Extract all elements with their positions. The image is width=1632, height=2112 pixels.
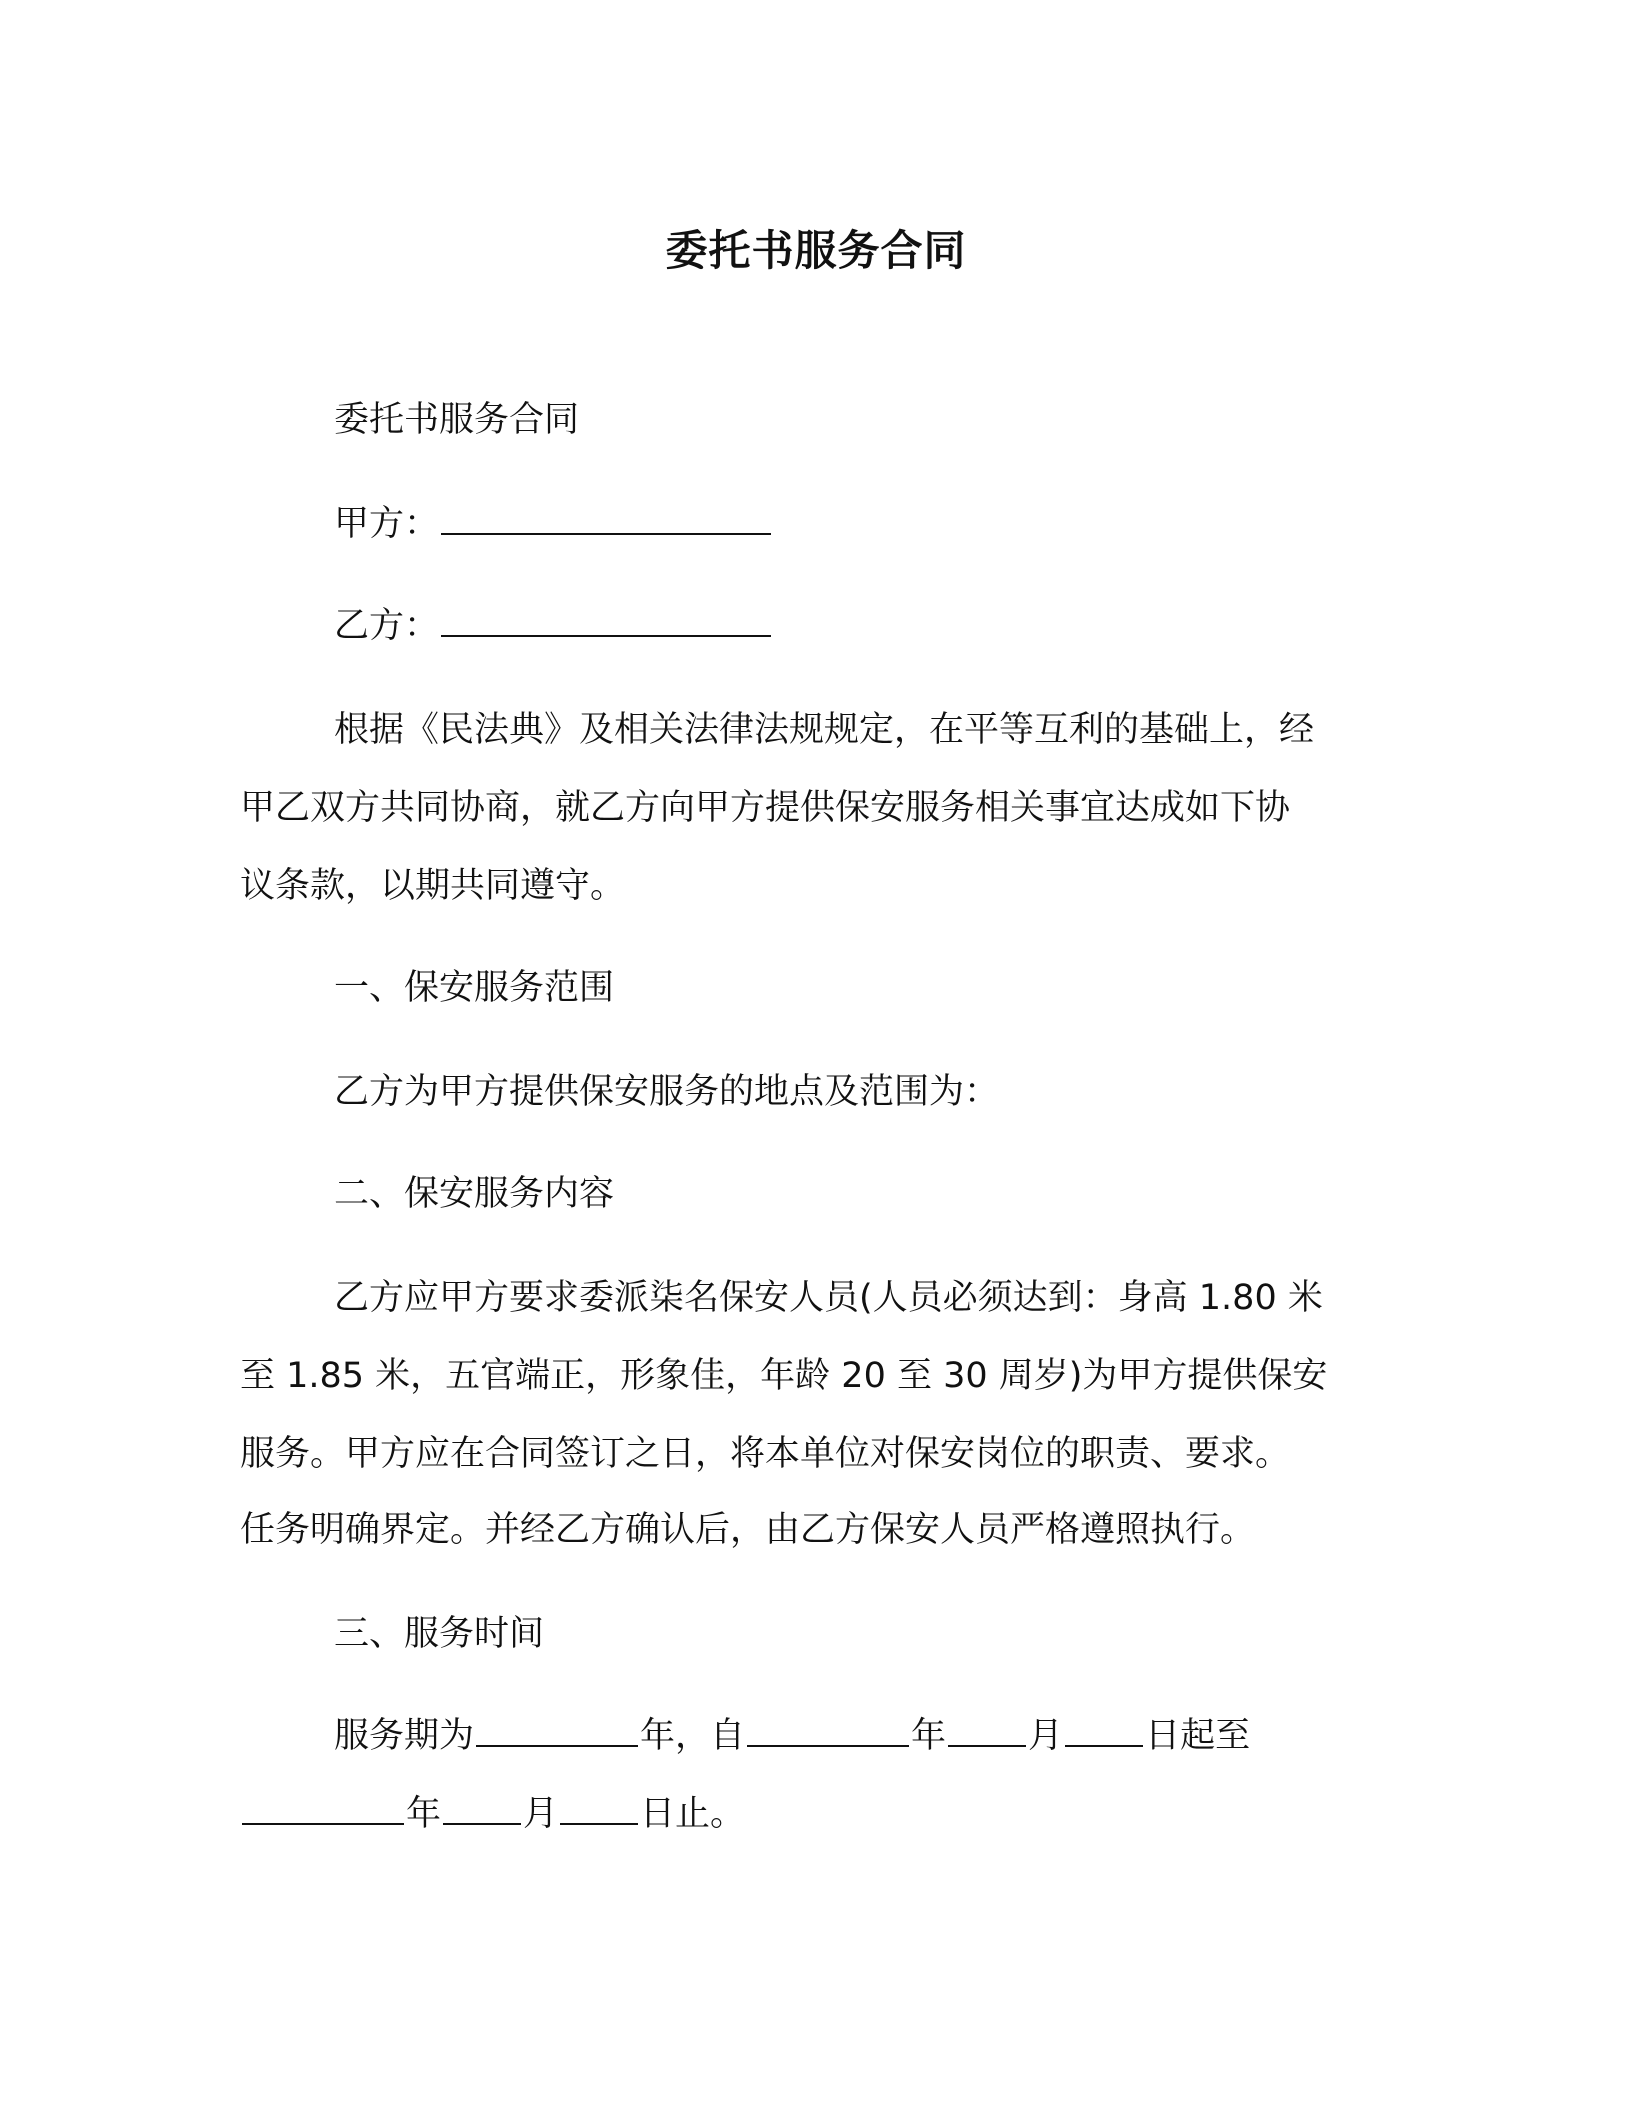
intro-line: 根据《民法典》及相关法律法规规定，在平等互利的基础上，经 [334,710,1315,750]
end-month-blank [443,1793,521,1825]
party-b-label: 乙方： [334,606,440,646]
section-3-heading: 三、服务时间 [334,1614,545,1654]
term-month-label: 月 [523,1794,559,1834]
term-year-label: 年 [406,1794,442,1834]
end-year-blank [242,1793,404,1825]
document-title: 委托书服务合同 [665,226,967,275]
section-2-line: 任务明确界定。并经乙方确认后，由乙方保安人员严格遵照执行。 [240,1510,1256,1550]
party-a-blank [441,503,771,535]
section-1-text: 乙方为甲方提供保安服务的地点及范围为： [334,1072,1000,1112]
term-month-label: 月 [1028,1716,1064,1756]
section-2-heading: 二、保安服务内容 [334,1174,615,1214]
end-day-blank [560,1793,638,1825]
term-year-from: 年，自 [640,1716,746,1756]
start-year-blank [747,1715,909,1747]
intro-line: 甲乙双方共同协商，就乙方向甲方提供保安服务相关事宜达成如下协 [240,788,1291,828]
party-a-line [334,502,773,546]
party-b-blank [441,605,771,637]
start-day-blank [1065,1715,1143,1747]
service-term-line-1 [334,1714,1250,1758]
term-years-blank [476,1715,638,1747]
section-2-line: 服务。甲方应在合同签订之日，将本单位对保安岗位的职责、要求。 [240,1434,1291,1474]
party-b-line [334,604,773,648]
section-2-line: 乙方应甲方要求委派柒名保安人员(人员必须达到：身高 1.80 米 [334,1278,1323,1318]
term-day-from: 日起至 [1145,1716,1251,1756]
party-a-label: 甲方： [334,504,440,544]
document-subtitle: 委托书服务合同 [334,400,580,440]
intro-line: 议条款，以期共同遵守。 [240,866,626,906]
term-year-label: 年 [911,1716,947,1756]
term-prefix: 服务期为 [334,1716,475,1756]
section-1-heading: 一、保安服务范围 [334,968,615,1008]
section-2-line: 至 1.85 米，五官端正，形象佳，年龄 20 至 30 周岁)为甲方提供保安 [240,1356,1328,1396]
service-term-line-2 [240,1792,745,1836]
term-day-end: 日止。 [640,1794,746,1834]
start-month-blank [948,1715,1026,1747]
